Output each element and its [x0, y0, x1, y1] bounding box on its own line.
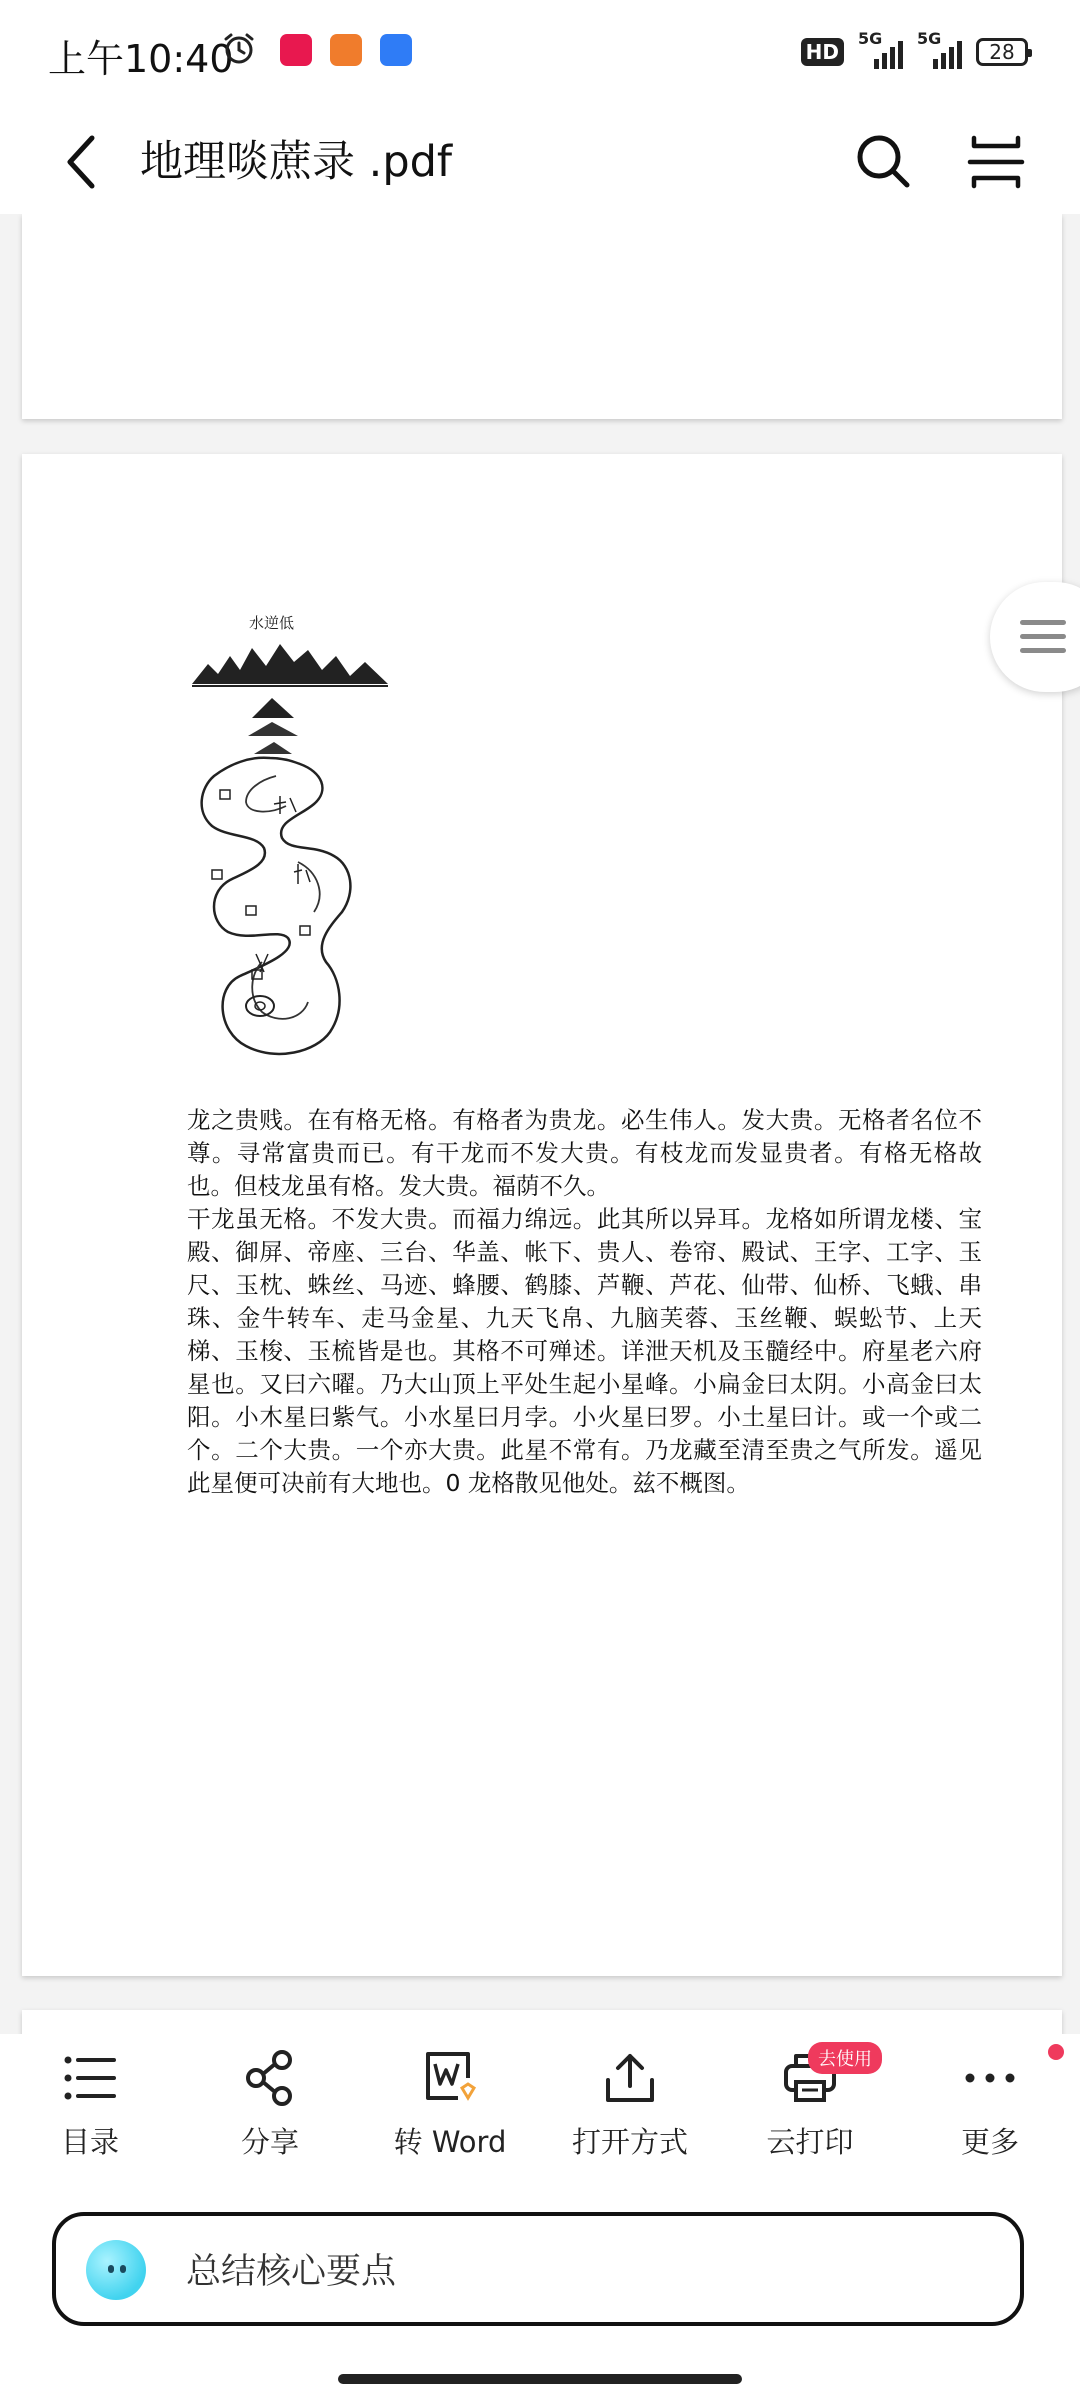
pdf-viewport[interactable]	[0, 214, 1080, 2034]
alarm-icon	[222, 32, 256, 66]
pdf-page-text	[187, 1104, 982, 1500]
ai-summary-label: 总结核心要点	[186, 2252, 397, 2292]
notification-upload-icon	[380, 34, 412, 66]
notification-app-icon-2	[330, 34, 362, 66]
back-arrow-icon[interactable]	[54, 128, 110, 196]
list-icon	[60, 2048, 120, 2108]
ai-summary-button[interactable]	[52, 2212, 1024, 2326]
bottom-toolbar	[0, 2034, 1080, 2204]
pdf-page-previous	[22, 214, 1062, 419]
battery-level: 28	[989, 40, 1015, 64]
hd-icon: HD	[801, 38, 844, 66]
toolbar-cloud-print-label: 云打印	[766, 2125, 854, 2159]
dragon-vein-diagram	[190, 626, 390, 1088]
app-header	[0, 110, 1080, 214]
toolbar-convert-word-label: 转 Word	[393, 2125, 507, 2159]
convert-word-icon	[420, 2048, 480, 2108]
search-icon[interactable]	[852, 130, 914, 192]
signal-2-label: 5G	[917, 29, 942, 48]
signal-icon-2	[917, 29, 962, 69]
notification-app-icon-1	[280, 34, 312, 66]
status-indicators	[801, 30, 1028, 74]
open-with-icon	[600, 2048, 660, 2108]
toolbar-contents-button[interactable]	[0, 2034, 180, 2204]
signal-1-label: 5G	[858, 29, 883, 48]
pdf-page-next	[22, 2010, 1062, 2034]
paragraph-2: 干龙虽无格。不发大贵。而福力绵远。此其所以异耳。龙格如所谓龙楼、宝殿、御屏、帝座、三台、华盖、帐下、贵人、卷帘、殿试、王字、工字、玉尺、玉枕、蛛丝、马迹、蜂腰、鹤膝、芦鞭、芦花、仙带、仙桥、飞蛾、串珠、金牛转车、走马金星、九天飞帛、九脑芙蓉、玉丝鞭、蜈蚣节、上天梯、玉梭、玉梳皆是也。其格不可殚述。详泄天机及玉髓经中。府星老六府星也。又曰六曜。乃大山顶上平处生起小星峰。小扁金曰太阴。小高金曰太阳。小木星曰紫气。小水星曰月孛。小火星曰罗。小土星曰计。或一个或二个。二个大贵。一个亦大贵。此星不常有。乃龙藏至清至贵之气所发。遥见此星便可决前有大地也。0 龙格散见他处。兹不概图。	[187, 1205, 982, 1497]
toolbar-open-with-label: 打开方式	[571, 2125, 688, 2159]
ai-summary-area	[0, 2204, 1080, 2400]
fit-width-icon[interactable]	[966, 132, 1026, 192]
toolbar-open-with-button[interactable]	[540, 2034, 720, 2204]
paragraph-1: 龙之贵贱。在有格无格。有格者为贵龙。必生伟人。发大贵。无格者名位不尊。寻常富贵而已。有干龙而不发大贵。有枝龙而发显贵者。有格无格故也。但枝龙虽有格。发大贵。福荫不久。	[187, 1106, 982, 1200]
pdf-page-current	[22, 454, 1062, 1976]
status-bar	[0, 0, 1080, 110]
status-time: 上午10:40	[48, 37, 234, 81]
document-title: 地理啖蔗录 .pdf	[140, 137, 453, 187]
toolbar-convert-word-button[interactable]	[360, 2034, 540, 2204]
toolbar-cloud-print-button[interactable]	[720, 2034, 900, 2204]
share-icon	[240, 2048, 300, 2108]
home-indicator[interactable]	[338, 2374, 742, 2384]
toolbar-more-button[interactable]	[900, 2034, 1080, 2204]
more-icon	[960, 2048, 1020, 2108]
toolbar-contents-label: 目录	[60, 2125, 119, 2159]
figure-caption: 水逆低	[249, 614, 295, 632]
battery-icon	[976, 38, 1028, 66]
toolbar-more-label: 更多	[960, 2125, 1019, 2159]
signal-icon-1	[858, 29, 903, 69]
toolbar-share-button[interactable]	[180, 2034, 360, 2204]
ai-assistant-avatar-icon	[86, 2240, 146, 2300]
toolbar-share-label: 分享	[240, 2125, 299, 2159]
notification-dot	[1048, 2044, 1064, 2060]
try-now-badge: 去使用	[808, 2042, 882, 2074]
